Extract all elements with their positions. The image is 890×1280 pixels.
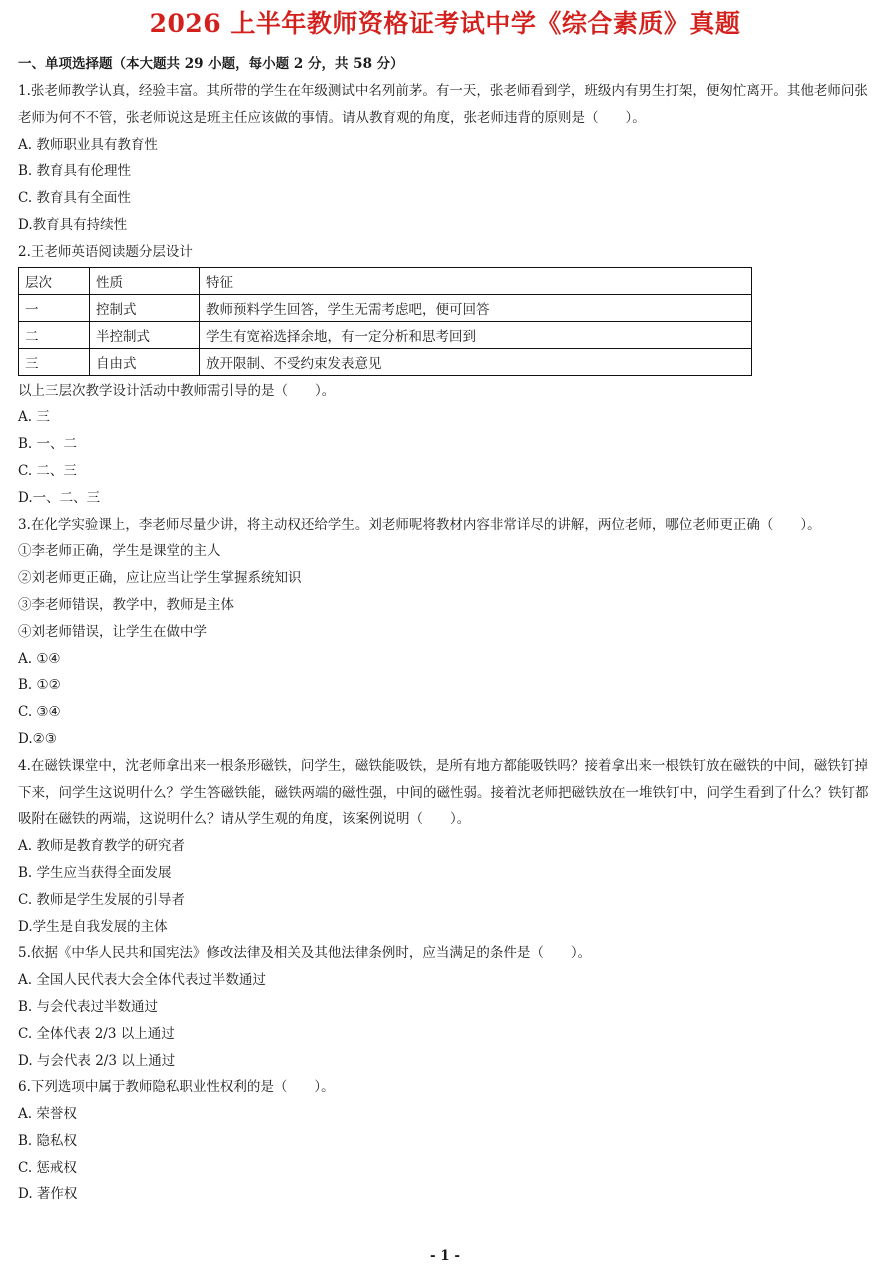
q4-option-d: D.学生是自我发展的主体	[18, 918, 168, 935]
question-4-stem: 4.在磁铁课堂中，沈老师拿出来一根条形磁铁，问学生，磁铁能吸铁，是所有地方都能吸铁吗？接着拿出来一根铁钉放在磁铁的中间，磁铁钉掉下来，问学生这说明什么？学生答磁铁能，磁铁两端的磁性强，中间的磁性弱。接着沈老师把磁铁放在一堆铁钉中，问学生看到了什么？铁钉都吸附在磁铁的两端，这说明什么？请从学生观的角度，该案例说明（ ）。	[18, 757, 869, 828]
q5-option-d: D. 与会代表 2/3 以上通过	[18, 1052, 176, 1069]
question-2-prompt: 以上三层次教学设计活动中教师需引导的是（ ）。	[18, 382, 336, 399]
table-header-cell: 性质	[90, 267, 200, 294]
q1-option-c: C. 教育具有全面性	[18, 190, 131, 207]
q2-option-d: D.一、二、三	[18, 489, 101, 506]
q1-option-a: A. 教师职业具有教育性	[18, 136, 158, 153]
q3-statement-4: ④刘老师错误，让学生在做中学	[18, 623, 207, 640]
table-header-row	[19, 267, 752, 294]
page-number: - 1 -	[430, 1248, 460, 1264]
q3-option-d: D.②③	[18, 730, 57, 747]
q4-option-a: A. 教师是教育教学的研究者	[18, 838, 185, 855]
table-header-cell: 特征	[200, 267, 752, 294]
q3-option-b: B. ①②	[18, 677, 61, 694]
q3-option-c: C. ③④	[18, 704, 61, 721]
table-cell: 自由式	[90, 348, 200, 375]
table-cell: 学生有宽裕选择余地，有一定分析和思考回到	[200, 321, 752, 348]
layer-design-table	[18, 267, 752, 376]
section-heading: 一、单项选择题（本大题共 29 小题，每小题 2 分，共 58 分）	[18, 56, 404, 72]
table-cell: 放开限制、不受约束发表意见	[200, 348, 752, 375]
table-header-cell: 层次	[19, 267, 90, 294]
q4-option-c: C. 教师是学生发展的引导者	[18, 891, 185, 908]
question-3-stem: 3.在化学实验课上，李老师尽量少讲，将主动权还给学生。刘老师呢将教材内容非常详尽的讲解，两位老师，哪位老师更正确（ ）。	[18, 516, 821, 533]
q6-option-d: D. 著作权	[18, 1186, 78, 1203]
table-cell: 控制式	[90, 294, 200, 321]
question-1-stem: 1.张老师教学认真，经验丰富。其所带的学生在年级测试中名列前茅。有一天，张老师看到学，班级内有男生打架，便匆忙离开。其他老师问张老师为何不不管，张老师说这是班主任应该做的事情。请从教育观的角度，张老师违背的原则是（ ）。	[18, 83, 868, 126]
table-cell: 教师预料学生回答，学生无需考虑吧，便可回答	[200, 294, 752, 321]
q5-option-c: C. 全体代表 2/3 以上通过	[18, 1025, 175, 1042]
question-2-stem: 2.王老师英语阅读题分层设计	[18, 243, 193, 260]
table-row	[19, 348, 752, 375]
table-row	[19, 294, 752, 321]
page-title: 2026 上半年教师资格证考试中学《综合素质》真题	[149, 9, 741, 38]
table-cell: 三	[19, 348, 90, 375]
question-list	[18, 78, 874, 1208]
q3-statement-2: ②刘老师更正确，应让应当让学生掌握系统知识	[18, 570, 302, 587]
q6-option-a: A. 荣誉权	[18, 1106, 77, 1123]
q3-statement-1: ①李老师正确，学生是课堂的主人	[18, 543, 221, 560]
table-cell: 半控制式	[90, 321, 200, 348]
q5-option-b: B. 与会代表过半数通过	[18, 998, 159, 1015]
q2-option-a: A. 三	[18, 409, 50, 426]
q2-option-b: B. 一、二	[18, 436, 78, 453]
q6-option-b: B. 隐私权	[18, 1132, 78, 1149]
question-6-stem: 6.下列选项中属于教师隐私职业性权利的是（ ）。	[18, 1079, 335, 1096]
table-cell: 一	[19, 294, 90, 321]
table-cell: 二	[19, 321, 90, 348]
q5-option-a: A. 全国人民代表大会全体代表过半数通过	[18, 972, 266, 989]
q2-option-c: C. 二、三	[18, 462, 77, 479]
table-row	[19, 321, 752, 348]
q1-option-d: D.教育具有持续性	[18, 216, 128, 233]
question-5-stem: 5.依据《中华人民共和国宪法》修改法律及相关及其他法律条例时，应当满足的条件是（ ）。	[18, 945, 592, 962]
q4-option-b: B. 学生应当获得全面发展	[18, 864, 172, 881]
q3-option-a: A. ①④	[18, 650, 61, 667]
q1-option-b: B. 教育具有伦理性	[18, 163, 132, 180]
q6-option-c: C. 惩戒权	[18, 1159, 77, 1176]
q3-statement-3: ③李老师错误，教学中，教师是主体	[18, 596, 234, 613]
